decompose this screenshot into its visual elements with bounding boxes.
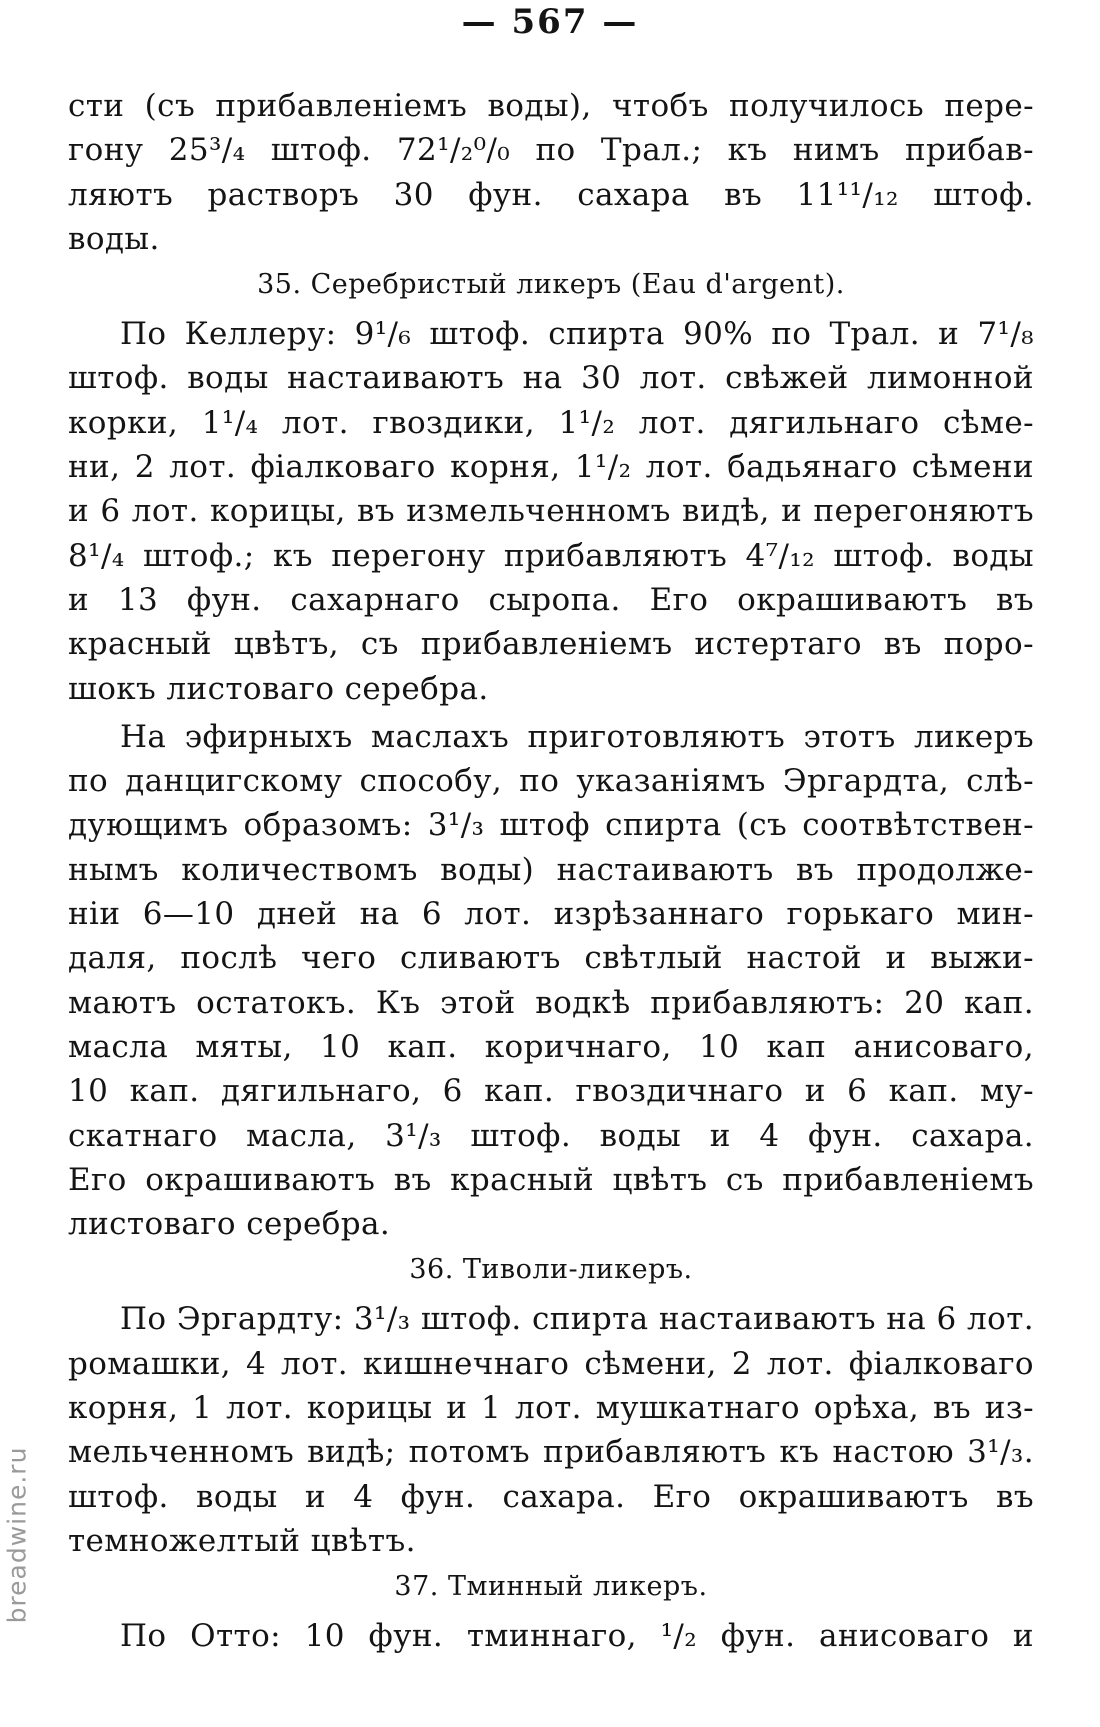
page-number: — 567 — bbox=[461, 2, 639, 42]
text-line: воды. bbox=[68, 220, 160, 257]
text-line: ромашки, 4 лот. кишнечнаго сѣмени, 2 лот. фіалковаго bbox=[68, 1345, 1034, 1382]
text-line: шокъ листоваго серебра. bbox=[68, 670, 489, 707]
text-line: темножелтый цвѣтъ. bbox=[68, 1522, 416, 1559]
text-line: маютъ остатокъ. Къ этой водкѣ прибавляютъ: 20 кап. bbox=[68, 984, 1034, 1021]
text-line: дующимъ образомъ: 3¹/₃ штоф спирта (съ соотвѣтствен- bbox=[68, 807, 1034, 844]
text-line: сти (съ прибавленіемъ воды), чтобъ получилось пере- bbox=[68, 88, 1034, 124]
page-text bbox=[68, 84, 1034, 1659]
text-line: скатнаго масла, 3¹/₃ штоф. воды и 4 фун. сахара. bbox=[68, 1117, 1034, 1154]
watermark-text: breadwine.ru bbox=[2, 1446, 32, 1624]
text-line: штоф. воды и 4 фун. сахара. Его окрашиваютъ въ bbox=[68, 1478, 1034, 1515]
text-line: штоф. воды настаиваютъ на 30 лот. свѣжей лимонной bbox=[68, 360, 1034, 397]
text-line: нымъ количествомъ воды) настаиваютъ въ продолже- bbox=[68, 851, 1034, 888]
text-line: даля, послѣ чего сливаютъ свѣтлый настой и выжи- bbox=[68, 940, 1034, 977]
text-line: масла мяты, 10 кап. коричнаго, 10 кап анисоваго, bbox=[68, 1028, 1034, 1065]
text-line: По Отто: 10 фун. тминнаго, ¹/₂ фун. анисоваго и bbox=[120, 1618, 1034, 1655]
text-line: по данцигскому способу, по указаніямъ Эргардта, слѣ- bbox=[68, 763, 1034, 800]
text-line: 10 кап. дягильнаго, 6 кап. гвоздичнаго и 6 кап. му- bbox=[68, 1073, 1034, 1110]
text-line: На эфирныхъ маслахъ приготовляютъ этотъ ликеръ bbox=[120, 718, 1034, 755]
section-heading: 36. Тиволи-ликеръ. bbox=[409, 1254, 693, 1286]
watermark bbox=[2, 1355, 32, 1715]
text-line: гону 25³/₄ штоф. 72¹/₂⁰/₀ по Трал.; къ нимъ прибав- bbox=[68, 132, 1034, 169]
text-line: По Келлеру: 9¹/₆ штоф. спирта 90% по Трал. и 7¹/₈ bbox=[120, 316, 1034, 353]
text-line: красный цвѣтъ, съ прибавленіемъ истертаго въ поро- bbox=[68, 626, 1034, 663]
text-line: ніи 6—10 дней на 6 лот. изрѣзаннаго горькаго мин- bbox=[68, 896, 1034, 933]
text-line: ни, 2 лот. фіалковаго корня, 1¹/₂ лот. бадьянаго сѣмени bbox=[68, 449, 1034, 486]
text-line: корки, 1¹/₄ лот. гвоздики, 1¹/₂ лот. дягильнаго сѣме- bbox=[68, 404, 1034, 441]
text-line: Его окрашиваютъ въ красный цвѣтъ съ прибавленіемъ bbox=[68, 1161, 1034, 1198]
text-line: мельченномъ видѣ; потомъ прибавляютъ къ настою 3¹/₃. bbox=[68, 1434, 1034, 1471]
text-line: корня, 1 лот. корицы и 1 лот. мушкатнаго орѣха, въ из- bbox=[68, 1390, 1034, 1427]
section-heading: 35. Серебристый ликеръ (Eau d'argent). bbox=[257, 269, 845, 301]
text-line: и 6 лот. корицы, въ измельченномъ видѣ, и перегоняютъ bbox=[68, 493, 1034, 530]
text-line: ляютъ растворъ 30 фун. сахара въ 11¹¹/₁₂ штоф. bbox=[68, 176, 1034, 213]
text-line: и 13 фун. сахарнаго сыропа. Его окрашиваютъ въ bbox=[68, 581, 1034, 618]
section-heading: 37. Тминный ликеръ. bbox=[394, 1571, 708, 1603]
text-line: 8¹/₄ штоф.; къ перегону прибавляютъ 4⁷/₁₂ штоф. воды bbox=[68, 537, 1034, 574]
text-line: листоваго серебра. bbox=[68, 1206, 391, 1243]
text-line: По Эргардту: 3¹/₃ штоф. спирта настаиваютъ на 6 лот. bbox=[120, 1301, 1034, 1338]
